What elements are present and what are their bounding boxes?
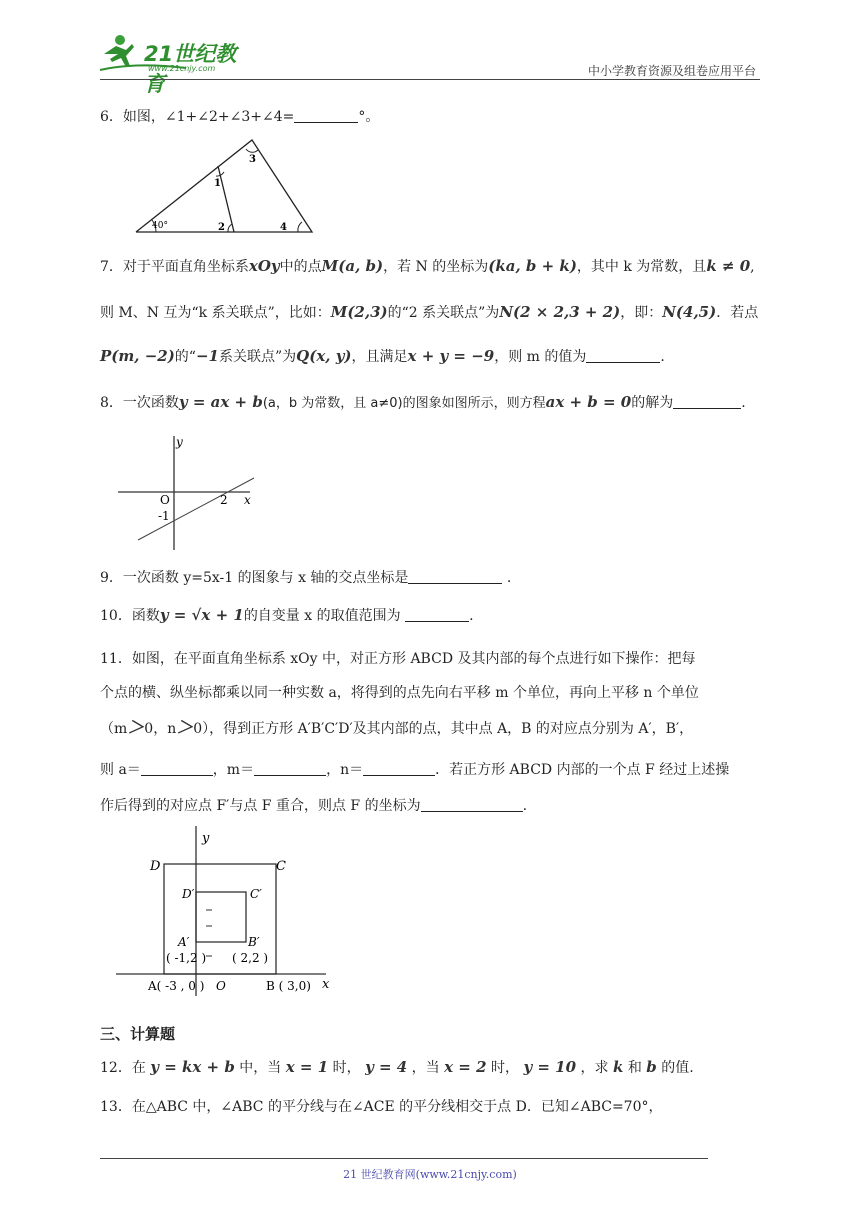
point-D-label: D (150, 859, 161, 874)
question-8: 8．一次函数y = ax + b(a，b 为常数，且 a≠0)的图象如图所示，则方程ax + b = 0的解为 . (100, 393, 746, 411)
square-transformation-figure (112, 820, 342, 1000)
logo-url: www.21cnjy.com (148, 64, 216, 73)
question-7-line-2: 则 M、N 互为“k 系关联点”，比如：M(2,3)的“2 系关联点”为N(2 × 2,3 + 2)，即：N(4,5)．若点 (100, 303, 759, 321)
question-12: 12．在 y = kx + b 中，当 x = 1 时， y = 4 ，当 x = 2 时， y = 10 ，求 k 和 b 的值. (100, 1058, 694, 1076)
question-11-line-3: （m＞0，n＞0），得到正方形 A′B′C′D′及其内部的点，其中点 A，B 的对应点分别为 A′，B′， (100, 718, 694, 738)
answer-blank-9[interactable] (408, 567, 502, 584)
question-11-line-2: 个点的横、纵坐标都乘以同一种实数 a，将得到的点先向右平移 m 个单位，再向上平移 n 个单位 (100, 685, 699, 701)
origin-label: O (160, 493, 170, 507)
angle-2-label: 2 (218, 222, 225, 233)
answer-blank-7[interactable] (586, 346, 660, 363)
footer-rule (100, 1158, 708, 1159)
point-Ap-label: A′ (178, 935, 190, 949)
point-B-label: B ( 3,0) (266, 979, 311, 993)
header-rule (100, 79, 760, 80)
question-9: 9．一次函数 y=5x-1 的图象与 x 轴的交点坐标是 . (100, 567, 511, 588)
linear-function-graph (114, 432, 264, 554)
question-11-line-4: 则 a＝ ，m＝ ，n＝ ．若正方形 ABCD 内部的一个点 F 经过上述操 (100, 759, 729, 780)
question-7-line-1: 7．对于平面直角坐标系xOy中的点M(a, b)，若 N 的坐标为(ka, b + k)，其中 k 为常数，且k ≠ 0, (100, 257, 755, 275)
question-7-line-3: P(m, −2)的“−1系关联点”为Q(x, y)，且满足x + y = −9，则 m 的值为 . (100, 347, 665, 365)
answer-blank-10[interactable] (405, 605, 469, 622)
angle-1-label: 1 (214, 178, 221, 189)
y-intercept-label: -1 (158, 509, 170, 523)
point-Bp-label: B′ (248, 935, 260, 949)
point-A-label: A( -3 , 0 ) (148, 979, 205, 993)
point-Bp-coord: ( 2,2 ) (232, 951, 269, 965)
point-C-label: C (276, 859, 286, 874)
angle-4-label: 4 (280, 222, 287, 233)
y-axis-label: y (176, 435, 183, 449)
angle-3-label: 3 (249, 154, 256, 165)
answer-blank-11n[interactable] (363, 759, 435, 776)
y-axis-label: y (202, 831, 210, 846)
footer-text: 21 世纪教育网(www.21cnjy.com) (343, 1168, 517, 1181)
triangle-figure (130, 136, 320, 236)
platform-name: 中小学教育资源及组卷应用平台 (587, 64, 756, 78)
x-intercept-label: 2 (220, 493, 228, 507)
site-logo (96, 32, 256, 96)
x-axis-label: x (322, 977, 330, 992)
question-13: 13．在△ABC 中，∠ABC 的平分线与在∠ACE 的平分线相交于点 D．已知∠ABC=70°， (100, 1099, 663, 1115)
point-Cp-label: C′ (250, 887, 262, 901)
x-axis-label: x (244, 493, 251, 507)
answer-blank-8[interactable] (673, 392, 741, 409)
question-11-line-1: 11．如图，在平面直角坐标系 xOy 中，对正方形 ABCD 及其内部的每个点进行如下操作：把每 (100, 651, 696, 667)
point-Dp-label: D′ (182, 887, 195, 901)
logo-text: 21世纪教育 (144, 42, 237, 96)
answer-blank-11m[interactable] (254, 759, 326, 776)
section-title-calc: 三、计算题 (100, 1025, 176, 1043)
answer-blank-11f[interactable] (421, 795, 523, 812)
question-10: 10．函数y = √x + 1的自变量 x 的取值范围为 . (100, 606, 474, 624)
question-6: 6．如图，∠1+∠2+∠3+∠4= °。 (100, 106, 379, 127)
origin-label: O (216, 979, 226, 993)
question-11-line-5: 作后得到的对应点 F′与点 F 重合，则点 F 的坐标为 . (100, 795, 527, 816)
answer-blank-11a[interactable] (141, 759, 213, 776)
angle-40-label: 40° (152, 221, 168, 231)
point-Ap-coord: ( -1,2 ) (166, 951, 207, 965)
answer-blank-6[interactable] (294, 106, 358, 123)
